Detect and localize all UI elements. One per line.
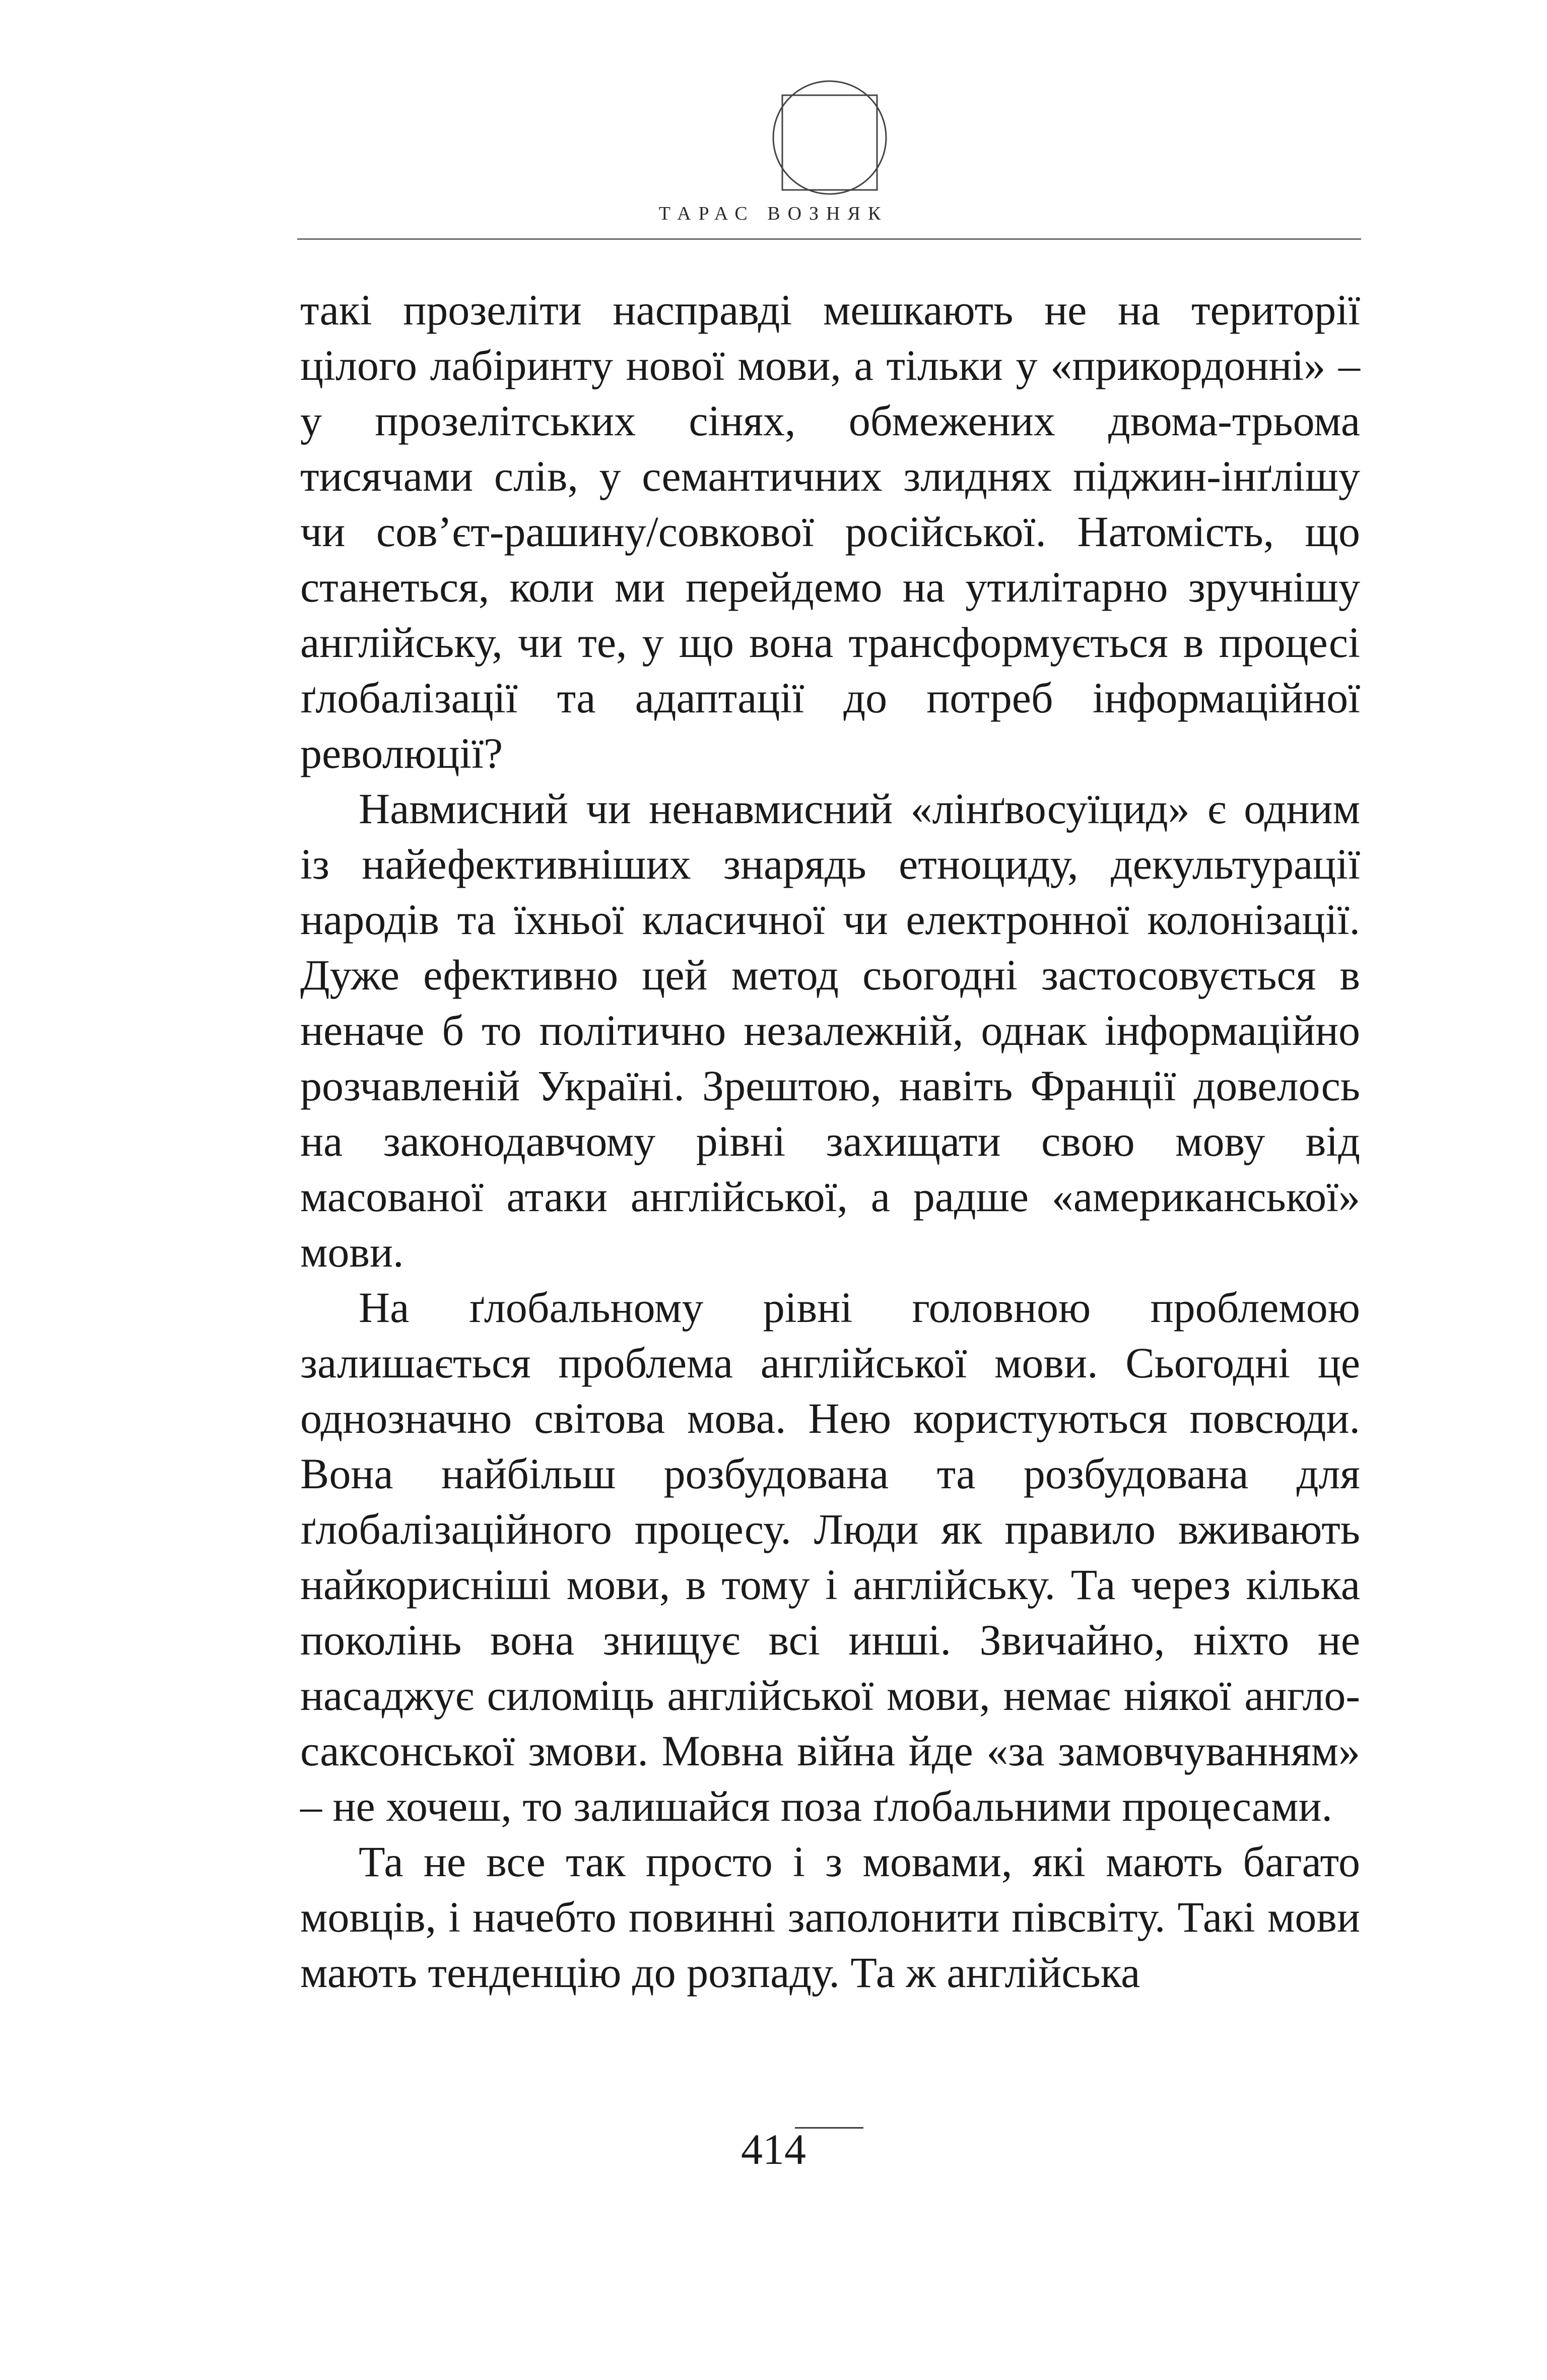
paragraph: Навмисний чи ненавмисний «лінґвосуїцид» є одним із найефективніших знарядь етноциду, декультурації народів та їхньої класичної чи електронної колонізації. Дуже ефективно цей метод сьогодні застосовується в неначе б то політично незалежній, однак інформаційно розчавленій Україні. Зрештою, навіть Франції довелось на законодавчому рівні захищати свою мову від масованої атаки англійської, а радше «американської» мови. xyxy=(300,784,1360,1276)
page-body xyxy=(300,282,1360,2000)
paragraph-continued: такі прозеліти насправді мешкають не на території цілого лабіринту нової мови, а тільки у «прикордонні» – у прозелітських сінях, обмежених двома-трьома тисячами слів, у семантичних злиднях піджин-інґлішу чи сов’єт-рашину/совкової російської. Натомість, що станеться, коли ми перейдемо на утилітарно зручнішу англійську, чи те, у що вона трансформується в процесі ґлобалізації та адаптації до потреб інформаційної революції? xyxy=(300,286,1360,777)
paragraph: На ґлобальному рівні головною проблемою залишається проблема англійської мови. Сьогодні це однозначно світова мова. Нею користуються повсюди. Вона найбільш розбудована та розбудована для ґлобалізаційного процесу. Люди як правило вживають найкорисніші мови, в тому і англійську. Та через кілька поколінь вона знищує всі инші. Звичайно, ніхто не насаджує силоміць англійської мови, немає ніякої англо-саксонської змови. Мовна війна йде «за замовчуванням» – не хочеш, то залишайся поза ґлобальними процесами. xyxy=(300,1283,1360,1830)
paragraph: Та не все так просто і з мовами, які мають багато мовців, і начебто повинні заполонити півсвіту. Такі мови мають тенденцію до розпаду. Та ж англійська xyxy=(300,1837,1360,1997)
running-header-author: ТАРАС ВОЗНЯК xyxy=(658,203,889,224)
page-number: 414 xyxy=(741,2125,806,2173)
header-divider xyxy=(297,238,1361,240)
circle-square-emblem-icon xyxy=(772,75,888,201)
